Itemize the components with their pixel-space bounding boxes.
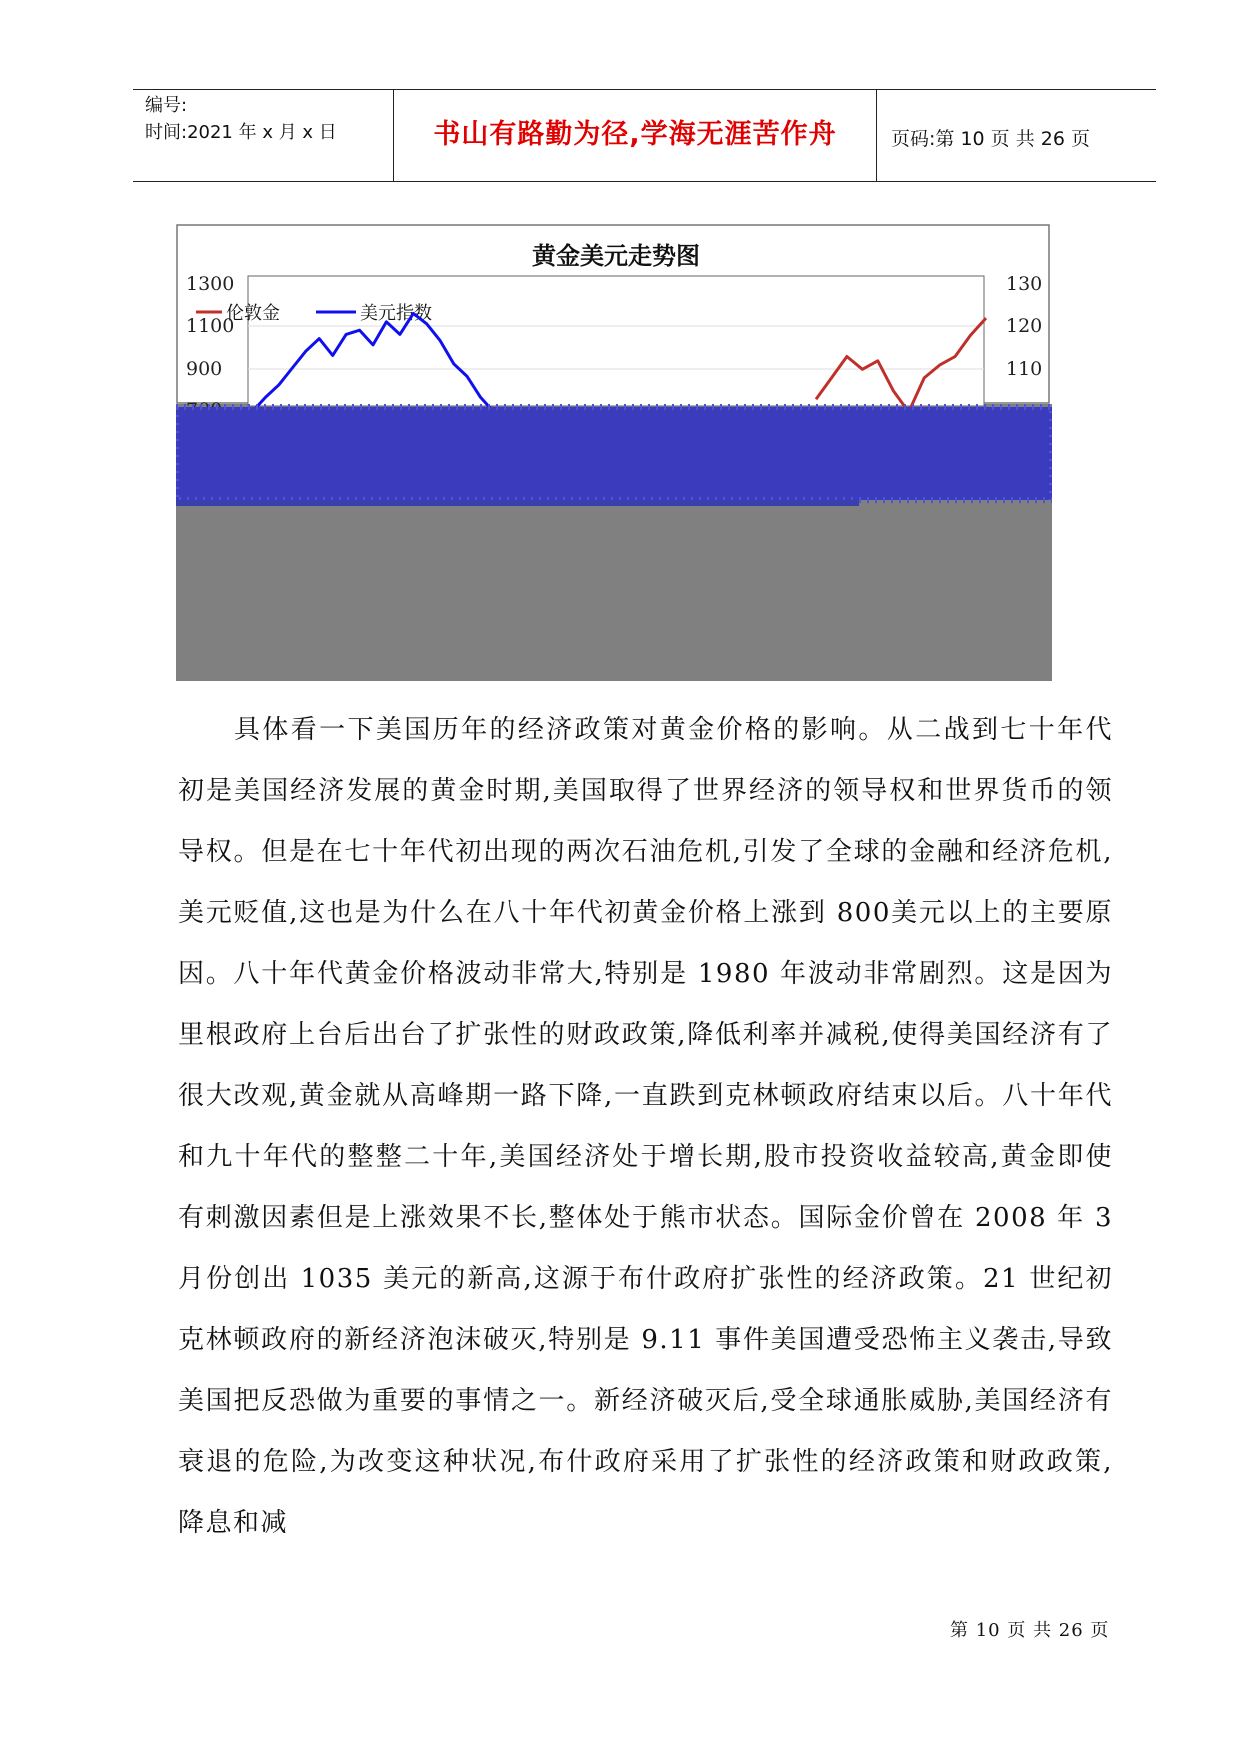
header-rule-bottom bbox=[133, 181, 1156, 182]
article-body bbox=[178, 700, 1113, 1554]
header-meta bbox=[145, 92, 337, 146]
chart-title: 黄金美元走势图 bbox=[532, 242, 700, 270]
legend-label-gold: 伦敦金 bbox=[226, 303, 280, 324]
corrupted-strip bbox=[176, 500, 859, 506]
right-tick-label: 120 bbox=[1006, 315, 1043, 337]
left-tick-label: 1300 bbox=[186, 273, 235, 295]
chart-svg bbox=[176, 224, 1052, 681]
header-rule-top bbox=[133, 89, 1156, 90]
left-tick-label: 1100 bbox=[186, 315, 235, 337]
right-axis bbox=[1006, 273, 1042, 380]
left-tick-label: 900 bbox=[186, 358, 223, 380]
header-divider-right bbox=[876, 89, 877, 182]
body-paragraph: 具体看一下美国历年的经济政策对黄金价格的影响。从二战到七十年代初是美国经济发展的黄金时期,美国取得了世界经济的领导权和世界货币的领导权。但是在七十年代初出现的两次石油危机,引发了全球的金融和经济危机,美元贬值,这也是为什么在八十年代初黄金价格上涨到 800美元以上的主要原因。八十年代黄金价格波动非常大,特别是 1980 年波动非常剧烈。这是因为里根政府上台后出台了扩张性的财政政策,降低利率并减税,使得美国经济有了很大改观,黄金就从高峰期一路下降,一直跌到克林顿政府结束以后。八十年代和九十年代的整整二十年,美国经济处于增长期,股市投资收益较高,黄金即使有刺激因素但是上涨效果不长,整体处于熊市状态。国际金价曾在 2008 年 3 月份创出 1035 美元的新高,这源于布什政府扩张性的经济政策。21 世纪初克林顿政府的新经济泡沫破灭,特别是 9.11 事件美国遭受恐怖主义袭击,导致美国把反恐做为重要的事情之一。新经济破灭后,受全球通胀威胁,美国经济有衰退的危险,为改变这种状况,布什政府采用了扩张性的经济政策和财政政策,降息和减 bbox=[178, 715, 1113, 1538]
corrupted-band bbox=[176, 407, 1052, 500]
plot-area bbox=[248, 276, 984, 406]
document-number-label: 编号: bbox=[145, 95, 188, 116]
header-motto: 书山有路勤为径,学海无涯苦作舟 bbox=[433, 119, 837, 150]
gold-dollar-chart bbox=[176, 224, 1052, 681]
legend-label-dollar: 美元指数 bbox=[360, 303, 432, 324]
header-page-number: 页码:第 10 页 共 26 页 bbox=[891, 128, 1090, 150]
footer-page-number: 第 10 页 共 26 页 bbox=[950, 1620, 1110, 1641]
right-tick-label: 110 bbox=[1006, 358, 1043, 380]
header-divider-left bbox=[393, 89, 394, 182]
right-tick-label: 130 bbox=[1006, 273, 1043, 295]
document-time-label: 时间:2021 年 x 月 x 日 bbox=[145, 122, 337, 143]
